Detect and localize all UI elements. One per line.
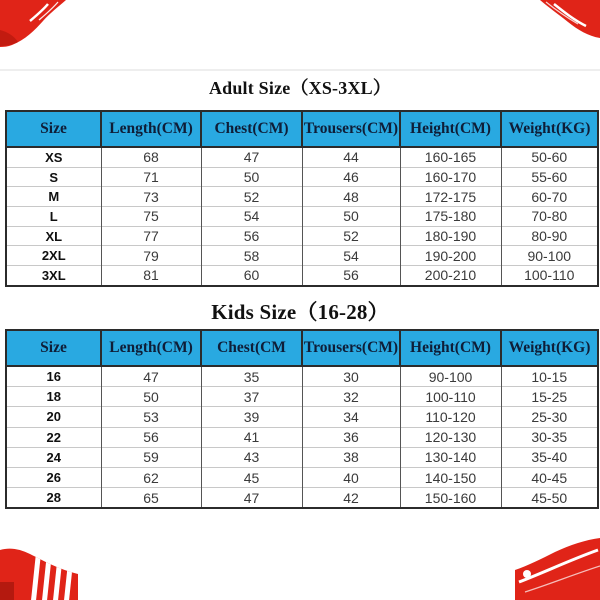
table-row <box>6 387 598 407</box>
value-cell: 77 <box>101 226 201 246</box>
value-cell: 140-150 <box>400 467 501 487</box>
size-cell: 16 <box>46 369 61 385</box>
value-cell: 50-60 <box>501 147 598 167</box>
value-cell: 58 <box>201 246 302 266</box>
value-cell: 60 <box>201 266 302 286</box>
value-cell: 150-160 <box>400 488 501 509</box>
column-header: Trousers(CM) <box>302 330 400 366</box>
photo-boundary-line <box>0 69 600 71</box>
table-row <box>6 467 598 487</box>
value-cell: 37 <box>201 387 302 407</box>
column-header: Chest(CM) <box>201 111 302 147</box>
size-cell: XS <box>45 149 63 165</box>
column-header: Size <box>6 330 101 366</box>
value-cell: 79 <box>101 246 201 266</box>
column-header: Trousers(CM) <box>302 111 400 147</box>
value-cell: 50 <box>302 207 400 227</box>
value-cell: 45-50 <box>501 488 598 509</box>
value-cell: 180-190 <box>400 226 501 246</box>
value-cell: 35-40 <box>501 447 598 467</box>
value-cell: 110-120 <box>400 407 501 427</box>
table-row <box>6 488 598 509</box>
value-cell: 32 <box>302 387 400 407</box>
value-cell: 90-100 <box>501 246 598 266</box>
value-cell: 75 <box>101 207 201 227</box>
value-cell: 25-30 <box>501 407 598 427</box>
size-cell: 3XL <box>6 266 101 286</box>
value-cell: 42 <box>302 488 400 509</box>
value-cell: 56 <box>101 427 201 447</box>
value-cell: 80-90 <box>501 226 598 246</box>
value-cell: 30-35 <box>501 427 598 447</box>
value-cell: 120-130 <box>400 427 501 447</box>
column-header: Size <box>6 111 101 147</box>
table-row <box>6 167 598 187</box>
value-cell: 52 <box>302 226 400 246</box>
table-row <box>6 447 598 467</box>
value-cell: 34 <box>302 407 400 427</box>
table-row <box>6 207 598 227</box>
value-cell: 50 <box>201 167 302 187</box>
adult-size-title: Adult Size（XS-3XL） <box>208 78 392 98</box>
size-cell: 18 <box>6 387 101 407</box>
value-cell: 40-45 <box>501 467 598 487</box>
size-cell: 20 <box>6 407 101 427</box>
red-jersey-fragment-bottom-left-icon <box>0 542 78 600</box>
table-row <box>6 147 598 167</box>
value-cell: 47 <box>201 147 302 167</box>
value-cell: 70-80 <box>501 207 598 227</box>
value-cell: 35 <box>201 366 302 387</box>
size-cell: 24 <box>6 447 101 467</box>
value-cell: 100-110 <box>400 387 501 407</box>
value-cell: 41 <box>201 427 302 447</box>
value-cell: 130-140 <box>400 447 501 467</box>
size-cell: S <box>6 167 101 187</box>
size-cell: 28 <box>6 488 101 509</box>
value-cell: 47 <box>201 488 302 509</box>
size-cell: M <box>6 187 101 207</box>
value-cell: 100-110 <box>501 266 598 286</box>
value-cell: 56 <box>201 226 302 246</box>
value-cell: 190-200 <box>400 246 501 266</box>
table-row <box>6 407 598 427</box>
value-cell: 175-180 <box>400 207 501 227</box>
column-header: Length(CM) <box>101 330 201 366</box>
value-cell: 172-175 <box>400 187 501 207</box>
value-cell: 90-100 <box>400 366 501 387</box>
table-row <box>6 246 598 266</box>
value-cell: 59 <box>101 447 201 467</box>
kids-size-table <box>5 329 599 509</box>
value-cell: 62 <box>101 467 201 487</box>
value-cell: 65 <box>101 488 201 509</box>
value-cell: 160-165 <box>400 147 501 167</box>
red-jersey-fragment-top-left-icon <box>0 0 70 48</box>
table-row <box>6 266 598 286</box>
size-cell: 26 <box>6 467 101 487</box>
value-cell: 81 <box>101 266 201 286</box>
column-header: Height(CM) <box>400 111 501 147</box>
value-cell: 10-15 <box>501 366 598 387</box>
adult-header-row <box>6 111 598 147</box>
value-cell: 47 <box>101 366 201 387</box>
value-cell: 71 <box>101 167 201 187</box>
size-cell: L <box>6 207 101 227</box>
value-cell: 39 <box>201 407 302 427</box>
value-cell: 44 <box>302 147 400 167</box>
value-cell: 60-70 <box>501 187 598 207</box>
value-cell: 15-25 <box>501 387 598 407</box>
value-cell: 55-60 <box>501 167 598 187</box>
column-header: Height(CM) <box>400 330 501 366</box>
kids-header-row <box>6 330 598 366</box>
value-cell: 48 <box>302 187 400 207</box>
column-header: Weight(KG) <box>501 330 598 366</box>
value-cell: 50 <box>101 387 201 407</box>
size-cell: 2XL <box>6 246 101 266</box>
column-header: Length(CM) <box>101 111 201 147</box>
value-cell: 200-210 <box>400 266 501 286</box>
adult-size-table <box>5 110 599 287</box>
value-cell: 45 <box>201 467 302 487</box>
red-jersey-fragment-top-right-icon <box>536 0 600 40</box>
table-row <box>6 187 598 207</box>
kids-size-title: Kids Size（16-28） <box>211 300 389 324</box>
value-cell: 40 <box>302 467 400 487</box>
value-cell: 56 <box>302 266 400 286</box>
value-cell: 68 <box>101 147 201 167</box>
value-cell: 30 <box>302 366 400 387</box>
table-row <box>6 226 598 246</box>
value-cell: 160-170 <box>400 167 501 187</box>
size-cell: XL <box>6 226 101 246</box>
value-cell: 54 <box>302 246 400 266</box>
value-cell: 46 <box>302 167 400 187</box>
table-row <box>6 427 598 447</box>
red-jersey-fragment-bottom-right-icon <box>515 538 600 600</box>
value-cell: 38 <box>302 447 400 467</box>
value-cell: 43 <box>201 447 302 467</box>
size-cell: 22 <box>6 427 101 447</box>
value-cell: 52 <box>201 187 302 207</box>
table-row <box>6 366 598 387</box>
value-cell: 73 <box>101 187 201 207</box>
value-cell: 36 <box>302 427 400 447</box>
value-cell: 53 <box>101 407 201 427</box>
column-header: Chest(CM <box>201 330 302 366</box>
column-header: Weight(KG) <box>501 111 598 147</box>
value-cell: 54 <box>201 207 302 227</box>
